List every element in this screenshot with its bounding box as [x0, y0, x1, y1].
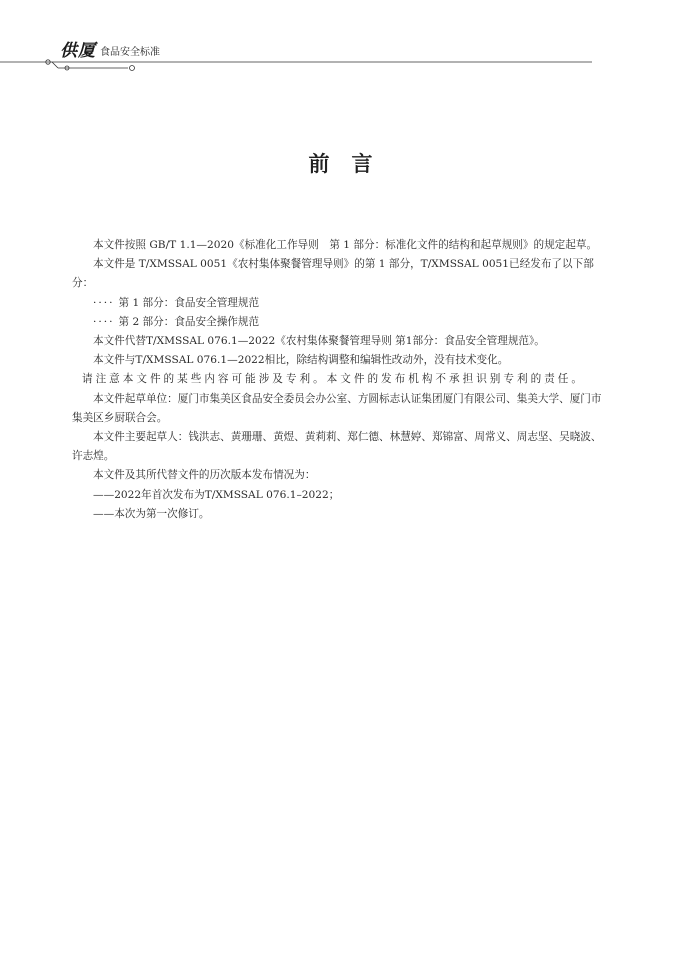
list-item — [72, 313, 602, 332]
list-bullet: ···· — [93, 315, 115, 328]
brand-logo-script: 供厦 — [60, 41, 96, 61]
list-item-label: 第 2 部分：食品安全操作规范 — [118, 315, 260, 328]
paragraph-replaces: 本文件代替T/XMSSAL 076.1—2022《农村集体聚餐管理导则 第1部分：食品安全管理规范》。 — [93, 335, 545, 348]
brand-name: 食品安全标准 — [100, 47, 160, 58]
paragraph-history-current: ——本次为第一次修订。 — [93, 507, 210, 520]
paragraph-history-first: ——2022年首次发布为T/XMSSAL 076.1–2022； — [93, 488, 340, 501]
paragraph-drafters: 本文件主要起草人：钱洪志、黄珊珊、黄煜、黄莉莉、郑仁德、林慧婷、郑锦富、周常义、周志坚、吴晓波、许志煌。 — [72, 431, 602, 463]
paragraph-series-parts: 本文件是 T/XMSSAL 0051《农村集体聚餐管理导则》的第 1 部分，T/XMSSAL 0051已经发布了以下部分： — [72, 258, 594, 290]
paragraph-patent-notice: 请注意本文件的某些内容可能涉及专利。本文件的发布机构不承担识别专利的责任。 — [82, 373, 585, 386]
list-item — [72, 294, 602, 313]
page-title: 前言 — [308, 152, 395, 176]
header-rule-ornament — [0, 0, 681, 80]
list-bullet: ···· — [93, 296, 115, 309]
paragraph-changes: 本文件与T/XMSSAL 076.1—2022相比，除结构调整和编辑性改动外，没有技术变化。 — [93, 354, 509, 367]
foreword-body — [72, 236, 602, 524]
list-item-label: 第 1 部分：食品安全管理规范 — [118, 296, 260, 309]
paragraph-history-intro: 本文件及其所代替文件的历次版本发布情况为： — [93, 469, 316, 482]
paragraph-drafting-units: 本文件起草单位：厦门市集美区食品安全委员会办公室、方圆标志认证集团厦门有限公司、集美大学、厦门市集美区乡厨联合会。 — [72, 392, 602, 424]
paragraph-drafting-rules: 本文件按照 GB/T 1.1—2020《标准化工作导则 第 1 部分：标准化文件的结构和起草规则》的规定起草。 — [93, 239, 598, 251]
page-header — [0, 0, 681, 80]
